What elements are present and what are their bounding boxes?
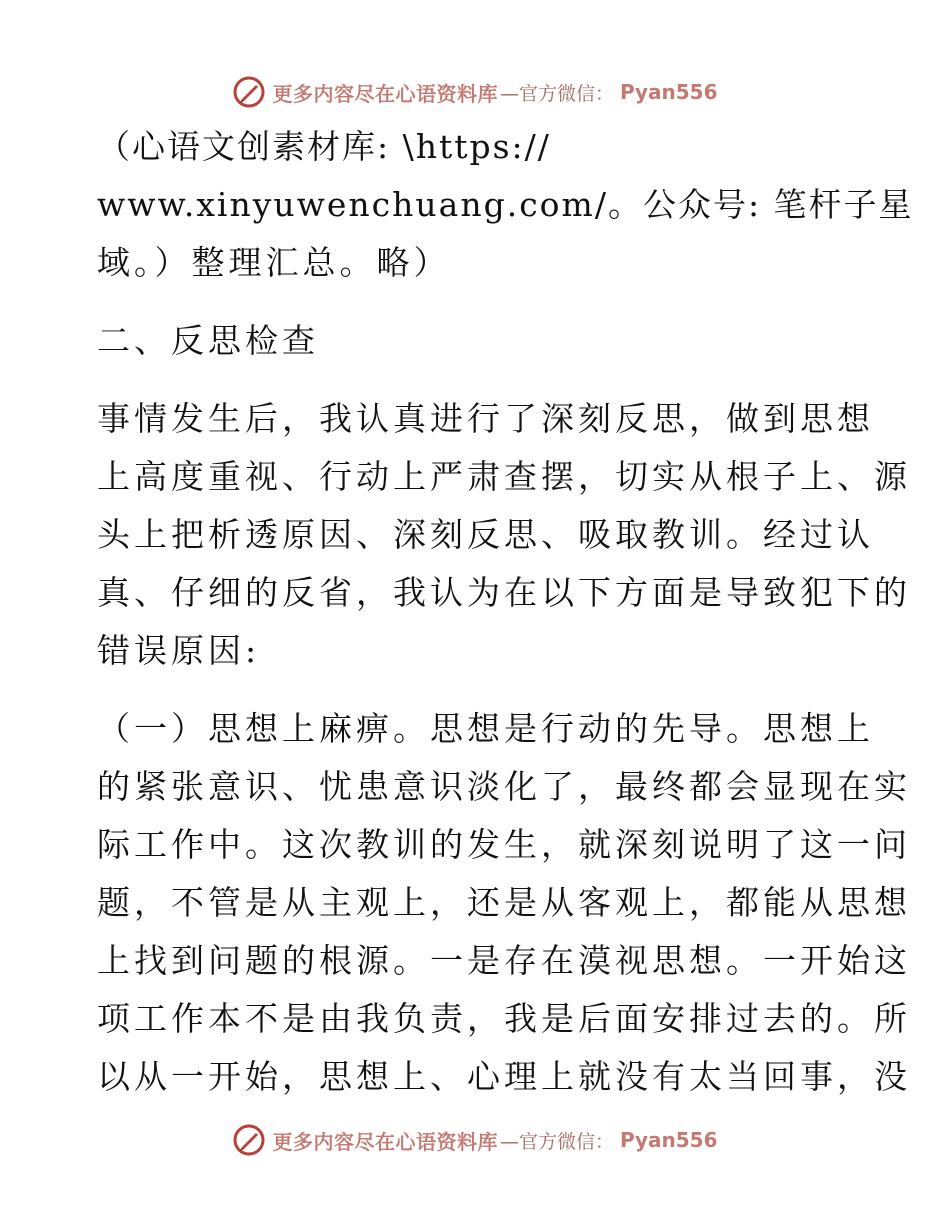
body-line: 际工作中。这次教训的发生，就深刻说明了这一问 [97, 825, 911, 864]
body-line: 错误原因: [97, 631, 261, 670]
document-body [97, 118, 914, 1106]
banner-ad-text: 更多内容尽在心语资料库 [272, 81, 498, 106]
body-line: 上找到问题的根源。一是存在漠视思想。一开始这 [97, 941, 911, 980]
banner-ad-text: 更多内容尽在心语资料库 [272, 1129, 498, 1154]
footer-watermark-banner [0, 1120, 950, 1160]
body-line: （一）思想上麻痹。思想是行动的先导。思想上 [97, 709, 874, 748]
body-line: 上高度重视、行动上严肃查摆，切实从根子上、源 [97, 457, 911, 496]
body-line: 以从一开始，思想上、心理上就没有太当回事，没 [97, 1057, 911, 1096]
body-line: www.xinyuwenchuang.com/。公众号: 笔杆子星 [97, 185, 914, 224]
banner-wechat-id: Pyan556 [619, 80, 718, 104]
body-line: 真、仔细的反省，我认为在以下方面是导致犯下的 [97, 573, 911, 612]
body-line: 的紧张意识、忧患意识淡化了，最终都会显现在实 [97, 767, 911, 806]
body-line: 头上把析透原因、深刻反思、吸取教训。经过认 [97, 515, 874, 554]
body-line: 域。）整理汇总。略） [97, 243, 451, 282]
banner-official-label: —官方微信： [499, 1130, 614, 1153]
body-line: 题，不管是从主观上，还是从客观上，都能从思想 [97, 883, 911, 922]
section-heading: 二、反思检查 [97, 321, 319, 360]
banner-official-label: —官方微信： [499, 82, 614, 105]
body-line: 项工作本不是由我负责，我是后面安排过去的。所 [97, 999, 911, 1038]
body-line: （心语文创素材库: \https:// [97, 127, 551, 166]
header-watermark-banner [0, 72, 950, 112]
pen-logo-icon [232, 75, 266, 109]
banner-wechat-id: Pyan556 [619, 1128, 718, 1152]
body-line: 事情发生后，我认真进行了深刻反思，做到思想 [97, 399, 874, 438]
pen-logo-icon [232, 1123, 266, 1157]
